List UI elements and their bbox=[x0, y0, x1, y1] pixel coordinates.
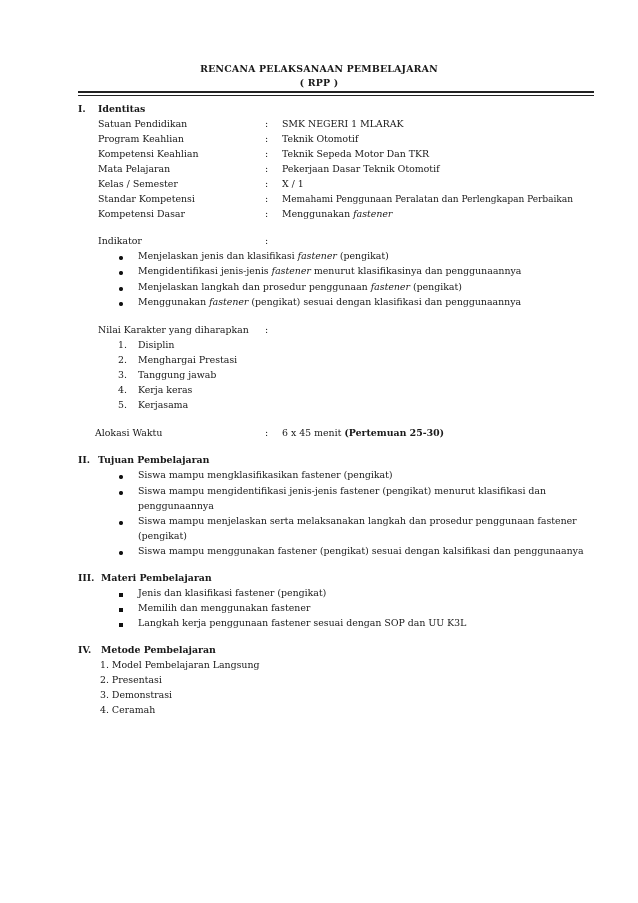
materi-item: Jenis dan klasifikasi fastener (pengikat) bbox=[138, 588, 327, 599]
identity-colon: : bbox=[265, 119, 269, 130]
metode-item: 4. Ceramah bbox=[100, 705, 156, 716]
bullet-icon bbox=[119, 271, 123, 275]
doc-title: RENCANA PELAKSANAAN PEMBELAJARAN bbox=[200, 64, 438, 75]
identity-colon: : bbox=[265, 179, 269, 190]
tujuan-item: Siswa mampu mengidentifikasi jenis-jenis fastener (pengikat) menurut klasifikasi dan bbox=[138, 486, 547, 497]
karakter-number: 1. bbox=[118, 340, 127, 351]
bullet-icon bbox=[119, 256, 123, 260]
karakter-item: Disiplin bbox=[138, 340, 175, 351]
karakter-number: 5. bbox=[118, 400, 127, 411]
karakter-colon: : bbox=[265, 325, 269, 336]
identity-label: Program Keahlian bbox=[98, 134, 184, 145]
section-3-number: III. bbox=[78, 573, 95, 584]
header-rule-thin bbox=[78, 95, 594, 96]
karakter-item: Kerja keras bbox=[138, 385, 193, 396]
section-2-title: Tujuan Pembelajaran bbox=[98, 455, 210, 466]
tujuan-item-cont: (pengikat) bbox=[138, 531, 187, 542]
tujuan-item: Siswa mampu mengklasifikasikan fastener (pengikat) bbox=[138, 470, 393, 481]
identity-colon: : bbox=[265, 149, 269, 160]
identity-colon: : bbox=[265, 134, 269, 145]
metode-item: 1. Model Pembelajaran Langsung bbox=[100, 660, 260, 671]
materi-item: Langkah kerja penggunaan fastener sesuai dengan SOP dan UU K3L bbox=[138, 618, 467, 629]
identity-label: Kompetensi Dasar bbox=[98, 209, 185, 220]
indikator-item: Menjelaskan langkah dan prosedur penggunaan fastener (pengikat) bbox=[138, 282, 462, 293]
karakter-number: 4. bbox=[118, 385, 127, 396]
tujuan-item-cont: penggunaannya bbox=[138, 501, 214, 512]
materi-item: Memilih dan menggunakan fastener bbox=[138, 603, 311, 614]
karakter-item: Menghargai Prestasi bbox=[138, 355, 238, 366]
alokasi-colon: : bbox=[265, 428, 269, 439]
identity-value: SMK NEGERI 1 MLARAK bbox=[282, 119, 404, 130]
square-bullet-icon bbox=[119, 623, 123, 627]
header-rule-thick bbox=[78, 91, 594, 93]
identity-value: Pekerjaan Dasar Teknik Otomotif bbox=[282, 164, 440, 175]
indikator-colon: : bbox=[265, 236, 269, 247]
tujuan-item: Siswa mampu menjelaskan serta melaksanakan langkah dan prosedur penggunaan fastener bbox=[138, 516, 577, 527]
bullet-icon bbox=[119, 551, 123, 555]
karakter-number: 2. bbox=[118, 355, 127, 366]
identity-value: X / 1 bbox=[282, 179, 304, 190]
section-1-number: I. bbox=[78, 104, 86, 115]
identity-colon: : bbox=[265, 164, 269, 175]
alokasi-value: 6 x 45 menit (Pertemuan 25-30) bbox=[282, 428, 445, 439]
indikator-item: Mengidentifikasi jenis-jenis fastener menurut klasifikasinya dan penggunaannya bbox=[138, 266, 522, 277]
bullet-icon bbox=[119, 475, 123, 479]
section-4-number: IV. bbox=[78, 645, 92, 656]
doc-subtitle: ( RPP ) bbox=[299, 78, 339, 89]
square-bullet-icon bbox=[119, 593, 123, 597]
alokasi-label: Alokasi Waktu bbox=[95, 428, 163, 439]
square-bullet-icon bbox=[119, 608, 123, 612]
indikator-item: Menjelaskan jenis dan klasifikasi fastener (pengikat) bbox=[138, 251, 389, 262]
bullet-icon bbox=[119, 287, 123, 291]
section-3-title: Materi Pembelajaran bbox=[101, 573, 212, 584]
identity-value: Memahami Penggunaan Peralatan dan Perlengkapan Perbaikan bbox=[282, 195, 574, 205]
identity-label: Mata Pelajaran bbox=[98, 164, 171, 175]
tujuan-item: Siswa mampu menggunakan fastener (pengikat) sesuai dengan kalsifikasi dan penggunaanya bbox=[138, 546, 584, 557]
metode-item: 3. Demonstrasi bbox=[100, 690, 173, 701]
identity-label: Satuan Pendidikan bbox=[98, 119, 188, 130]
karakter-number: 3. bbox=[118, 370, 127, 381]
bullet-icon bbox=[119, 521, 123, 525]
karakter-item: Kerjasama bbox=[138, 400, 189, 411]
identity-value: Menggunakan fastener bbox=[282, 209, 393, 220]
identity-value: Teknik Sepeda Motor Dan TKR bbox=[282, 149, 430, 160]
karakter-item: Tanggung jawab bbox=[138, 370, 217, 381]
identity-label: Kelas / Semester bbox=[98, 179, 178, 190]
identity-colon: : bbox=[265, 194, 269, 205]
section-1-title: Identitas bbox=[98, 104, 146, 115]
indikator-label: Indikator bbox=[98, 236, 142, 247]
identity-value: Teknik Otomotif bbox=[282, 134, 359, 145]
identity-label: Standar Kompetensi bbox=[98, 194, 195, 205]
bullet-icon bbox=[119, 491, 123, 495]
identity-label: Kompetensi Keahlian bbox=[98, 149, 199, 160]
section-2-number: II. bbox=[78, 455, 91, 466]
indikator-item: Menggunakan fastener (pengikat) sesuai dengan klasifikasi dan penggunaannya bbox=[138, 297, 522, 308]
bullet-icon bbox=[119, 302, 123, 306]
identity-colon: : bbox=[265, 209, 269, 220]
karakter-label: Nilai Karakter yang diharapkan bbox=[98, 325, 249, 336]
metode-item: 2. Presentasi bbox=[100, 675, 162, 686]
section-4-title: Metode Pembelajaran bbox=[101, 645, 216, 656]
